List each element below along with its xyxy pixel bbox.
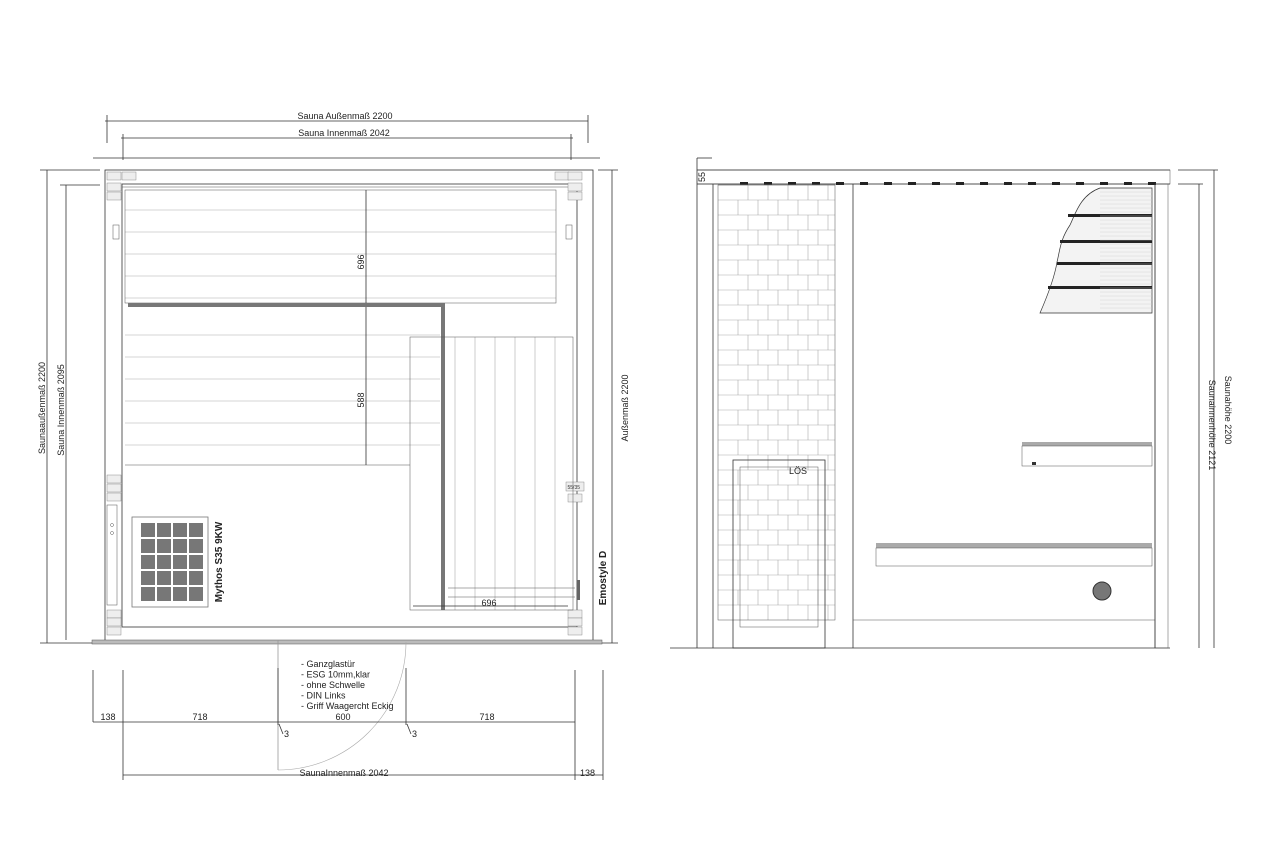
post-marker — [107, 172, 121, 180]
door-note: - ohne Schwelle — [301, 680, 366, 690]
post-marker — [107, 610, 121, 618]
upper-bench-depth-label: 696 — [356, 254, 366, 270]
batten — [932, 182, 940, 185]
batten — [1028, 182, 1036, 185]
batten — [812, 182, 820, 185]
heater-stone-cell — [141, 571, 155, 585]
batten — [860, 182, 868, 185]
lower-bench-side — [876, 543, 1152, 548]
batten — [1100, 182, 1108, 185]
batten — [1004, 182, 1012, 185]
gap-label-left: 3 — [284, 729, 290, 739]
post-marker — [107, 627, 121, 635]
outer-depth-label-right: Außenmaß 2200 — [620, 374, 630, 442]
door-note: - ESG 10mm,klar — [301, 669, 371, 680]
door-note: - Ganzglastür — [301, 659, 356, 669]
outer-depth-label-left: Saunaaußenmaß 2200 — [37, 361, 47, 455]
post-marker — [122, 172, 136, 180]
heater-stone-cell — [141, 539, 155, 553]
batten — [1052, 182, 1060, 185]
control-label: Emostyle D — [598, 550, 609, 606]
door-notes — [301, 659, 394, 711]
heater-stone-cell — [157, 523, 171, 537]
side-bench — [455, 337, 555, 610]
heater-stone-cell — [141, 587, 155, 601]
gap-label-right: 3 — [412, 729, 418, 739]
outer-height-label: Saunahöhe 2200 — [1223, 375, 1233, 445]
post-marker — [568, 610, 582, 618]
floor-drain — [1093, 582, 1111, 600]
brick-wall — [718, 185, 835, 620]
heater — [132, 517, 208, 607]
post-marker — [107, 475, 121, 483]
batten — [1124, 182, 1132, 185]
batten — [740, 182, 748, 185]
batten — [1076, 182, 1084, 185]
wall-batten — [1060, 240, 1152, 243]
heater-stone-cell — [189, 555, 203, 569]
post-marker — [107, 183, 121, 191]
lower-bench-depth-label: 588 — [356, 392, 366, 408]
wall-batten — [1068, 214, 1152, 217]
batten — [884, 182, 892, 185]
heater-stone-cell — [141, 555, 155, 569]
batten — [956, 182, 964, 185]
heater-stone-cell — [189, 571, 203, 585]
outer-width-label: Sauna Außenmaß 2200 — [297, 111, 393, 121]
heater-stone-cell — [157, 571, 171, 585]
post-label: 55/35 — [567, 485, 581, 491]
door-note: - DIN Links — [301, 690, 346, 701]
heater-stone-cell — [173, 555, 187, 569]
backrest — [128, 303, 445, 307]
batten — [980, 182, 988, 185]
ceiling-battens — [740, 182, 1156, 185]
lower-bench — [125, 335, 440, 465]
post-marker — [107, 192, 121, 200]
heater-stone-cell — [157, 587, 171, 601]
heater-stone-cell — [157, 555, 171, 569]
heater-stone-cell — [173, 523, 187, 537]
heater-stone-cell — [141, 523, 155, 537]
bottom-inner-label: SaunaInnenmaß 2042 — [299, 768, 389, 778]
post-marker — [568, 172, 582, 180]
side-bench-width-label: 696 — [481, 598, 497, 608]
post-marker — [107, 493, 121, 501]
heater-stone-cell — [189, 523, 203, 537]
heater-label: Mythos S35 9KW — [214, 521, 225, 603]
inner-width-label: Sauna Innenmaß 2042 — [298, 128, 390, 138]
heater-stone-cell — [157, 539, 171, 553]
batten — [836, 182, 844, 185]
batten — [788, 182, 796, 185]
post-marker — [568, 627, 582, 635]
bottom-right-dim: 138 — [580, 768, 596, 778]
wall-batten — [1048, 286, 1152, 289]
elevation-view — [670, 158, 1233, 648]
wall-batten — [1057, 262, 1152, 265]
inner-width-dimension — [121, 128, 573, 160]
upper-bench — [125, 190, 556, 303]
wall-cutaway — [1040, 188, 1152, 313]
post-marker — [568, 192, 582, 200]
stove-door-label: LÖS — [788, 466, 808, 476]
door-note: - Griff Waagercht Eckig — [301, 701, 394, 711]
dim-138-left: 138 — [100, 712, 116, 722]
post-marker — [107, 484, 121, 492]
heater-stone-cell — [173, 587, 187, 601]
batten — [908, 182, 916, 185]
post-marker — [555, 172, 569, 180]
post-marker — [568, 494, 582, 502]
heater-stone-cell — [173, 539, 187, 553]
dim-718-right: 718 — [479, 712, 495, 722]
plan-view — [37, 111, 630, 780]
dim-600-door: 600 — [335, 712, 351, 722]
post-marker — [568, 618, 582, 626]
batten — [764, 182, 772, 185]
upper-bench-side — [1022, 442, 1152, 446]
heater-stone-cell — [189, 539, 203, 553]
post-marker — [107, 618, 121, 626]
inner-depth-label-left: Sauna Innenmaß 2095 — [56, 364, 66, 456]
post-marker — [568, 183, 582, 191]
inner-height-label: Saunainnenhöhe 2121 — [1207, 379, 1217, 471]
top-beam-label: 55 — [697, 171, 707, 183]
heater-stone-cell — [173, 571, 187, 585]
heater-stone-cell — [189, 587, 203, 601]
dim-718-left: 718 — [192, 712, 208, 722]
